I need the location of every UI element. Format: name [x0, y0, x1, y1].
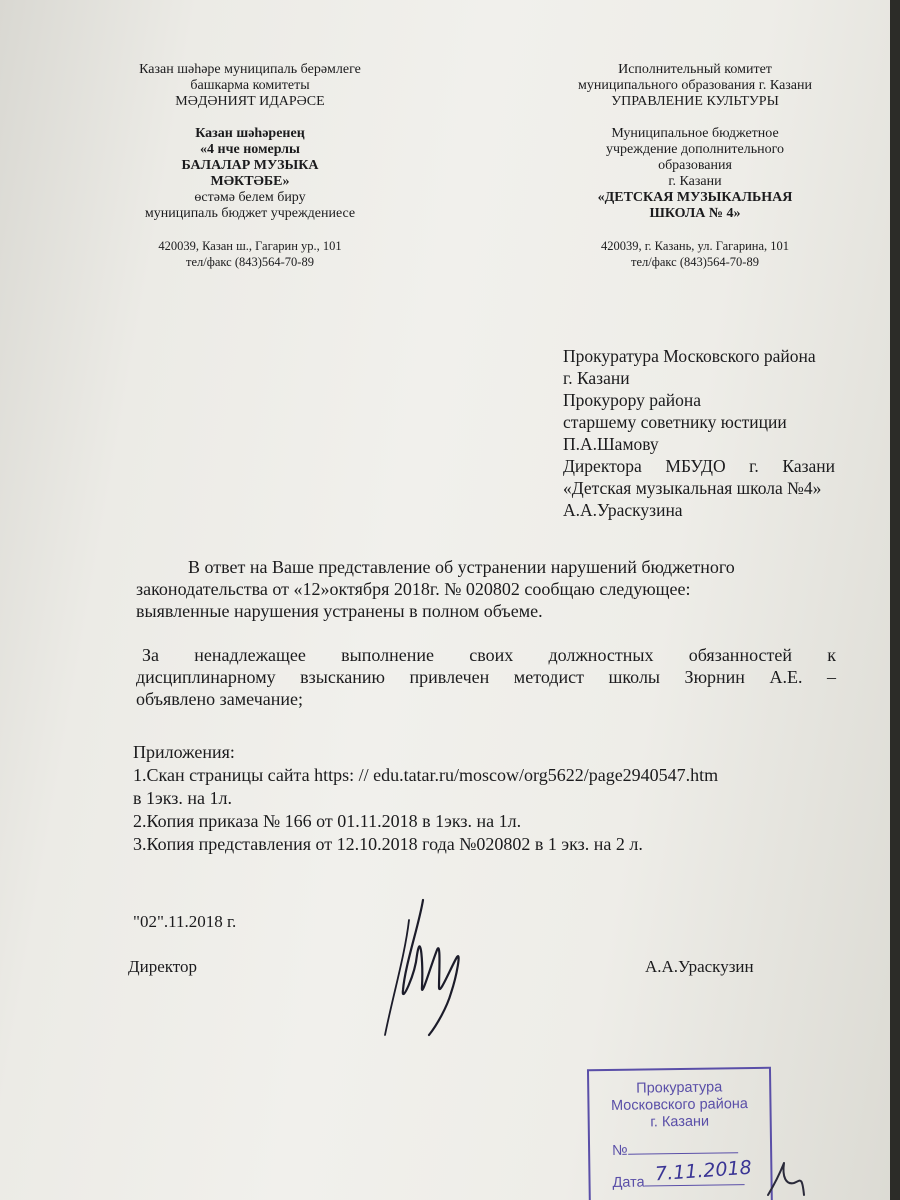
- attachment-item: 1.Скан страницы сайта https: // edu.tatar.ru/moscow/org5622/page2940547.htm: [133, 765, 719, 785]
- stamp-date-label: Дата: [612, 1174, 645, 1191]
- header-right-line: Муниципальное бюджетное: [611, 126, 779, 141]
- body-line: выявленные нарушения устранены в полном объеме.: [136, 601, 543, 621]
- header-left-phone: тел/факс (843)564-70-89: [186, 255, 314, 269]
- attachments-list: [133, 741, 863, 856]
- header-left-address: 420039, Казан ш., Гагарин ур., 101: [158, 239, 342, 253]
- header-left-line: БАЛАЛАР МУЗЫКА: [181, 158, 319, 173]
- addressee-line: г. Казани: [563, 368, 630, 388]
- body-line: дисциплинарному взысканию привлечен методист школы Зюрнин А.Е. –: [136, 667, 836, 687]
- stamp-number-label: №: [611, 1142, 628, 1159]
- addressee-line: «Детская музыкальная школа №4»: [563, 478, 822, 498]
- stamp-handwritten-date: 7.11.2018: [654, 1156, 753, 1186]
- addressee-line: старшему советнику юстиции: [563, 412, 787, 432]
- body-line: В ответ на Ваше представление об устранении нарушений бюджетного: [188, 557, 735, 577]
- header-left-line: муниципаль бюджет учреждениесе: [144, 206, 356, 221]
- body-paragraph-1: [136, 556, 856, 622]
- header-right-line: г. Казани: [668, 174, 722, 189]
- header-left-line: Казан шәһәре муниципаль берәмлеге: [139, 62, 361, 77]
- document-date: "02".11.2018 г.: [133, 912, 237, 931]
- header-right-line: УПРАВЛЕНИЕ КУЛЬТУРЫ: [611, 94, 779, 109]
- header-right-phone: тел/факс (843)564-70-89: [631, 255, 759, 269]
- header-left-line: өстәмә белем биру: [194, 190, 306, 205]
- signature-mark: [365, 895, 485, 1045]
- header-left-line: башкарма комитеты: [190, 78, 310, 93]
- header-left-tatar: [105, 62, 395, 270]
- header-right-line: учреждение дополнительного: [606, 142, 784, 157]
- attachment-item: в 1экз. на 1л.: [133, 788, 232, 808]
- handwritten-initial-mark: [760, 1155, 810, 1200]
- addressee-line: А.А.Ураскузина: [563, 500, 683, 520]
- addressee-line: Прокурору района: [563, 390, 702, 410]
- header-right-russian: [545, 62, 845, 270]
- body-line: законодательства от «12»октября 2018г. № 020802 сообщаю следующее:: [136, 579, 691, 599]
- addressee-line: Прокуратура Московского района: [563, 346, 816, 366]
- addressee-line: П.А.Шамову: [563, 434, 659, 454]
- director-name: А.А.Ураскузин: [645, 957, 754, 976]
- stamp-line: Прокуратура: [636, 1079, 723, 1097]
- page-edge-shadow: [890, 0, 900, 1200]
- header-right-line: ШКОЛА № 4»: [649, 206, 741, 221]
- addressee-block: [563, 345, 835, 521]
- header-right-line: муниципального образования г. Казани: [577, 78, 813, 93]
- header-right-address: 420039, г. Казань, ул. Гагарина, 101: [600, 239, 790, 253]
- header-left-line: Казан шәһәренең: [195, 126, 305, 141]
- header-right-line: Исполнительный комитет: [618, 62, 772, 77]
- stamp-line: г. Казани: [650, 1113, 710, 1131]
- stamp-number-row: [612, 1141, 738, 1160]
- attachments-title: Приложения:: [133, 742, 235, 762]
- attachment-item: 3.Копия представления от 12.10.2018 года №020802 в 1 экз. на 2 л.: [133, 834, 643, 854]
- header-right-line: «ДЕТСКАЯ МУЗЫКАЛЬНАЯ: [597, 190, 793, 205]
- header-right-line: образования: [658, 158, 732, 173]
- body-paragraph-2: [136, 644, 836, 710]
- addressee-line: Директора МБУДО г. Казани: [563, 456, 835, 476]
- body-line: объявлено замечание;: [136, 689, 303, 709]
- attachment-item: 2.Копия приказа № 166 от 01.11.2018 в 1экз. на 1л.: [133, 811, 522, 831]
- body-line: За ненадлежащее выполнение своих должностных обязанностей к: [142, 645, 836, 665]
- header-left-line: МӘДӘНИЯТ ИДАРӘСЕ: [175, 94, 325, 109]
- director-label: Директор: [128, 957, 197, 976]
- stamp-line: Московского района: [610, 1096, 749, 1114]
- header-left-line: МӘКТӘБЕ»: [210, 174, 290, 189]
- header-left-line: «4 нче номерлы: [200, 142, 300, 157]
